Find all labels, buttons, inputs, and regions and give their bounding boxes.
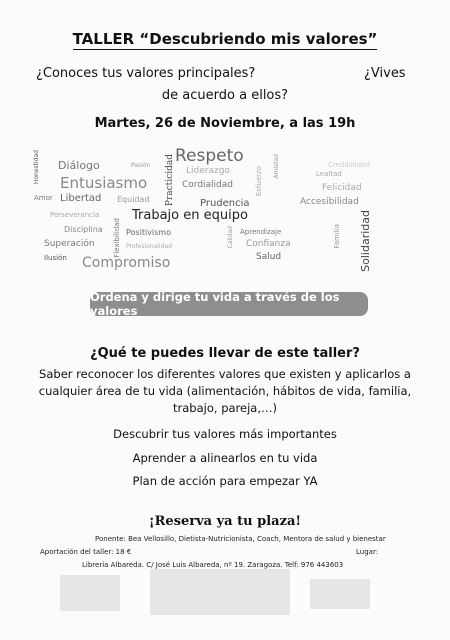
price-info: Aportación del taller: 18 € <box>40 548 132 556</box>
question-accordance: de acuerdo a ellos? <box>161 88 289 103</box>
benefit-item: Plan de acción para empezar YA <box>132 474 318 488</box>
question-values: ¿Conoces tus valores principales? <box>36 66 256 81</box>
faint-background-graphic <box>60 565 380 617</box>
event-date: Martes, 26 de Noviembre, a las 19h <box>94 116 356 131</box>
word: Flexibilidad <box>113 218 121 258</box>
word: Diálogo <box>58 159 100 172</box>
word: Pasión <box>131 162 151 169</box>
word: Lealtad <box>316 170 342 178</box>
word: Aprendizaje <box>240 228 282 236</box>
word: Equidad <box>117 195 150 204</box>
word: Trabajo en equipo <box>132 208 248 223</box>
word: Libertad <box>60 193 102 204</box>
benefit-item: Descubrir tus valores más importantes <box>113 427 337 441</box>
word: Superación <box>44 239 95 249</box>
workshop-benefits-heading: ¿Qué te puedes llevar de este taller? <box>90 346 360 361</box>
word: Felicidad <box>322 183 362 193</box>
word: Confianza <box>246 239 291 249</box>
word: Respeto <box>175 146 244 166</box>
word: Credibilidad <box>328 161 370 169</box>
word: Solidaridad <box>359 210 372 272</box>
word: Perseverancia <box>50 211 100 219</box>
faint-shape <box>150 569 290 615</box>
benefit-item: Aprender a alinearlos en tu vida <box>132 451 318 465</box>
word: Esfuerzo <box>255 166 263 197</box>
word: Profesionalidad <box>126 243 172 250</box>
values-word-cloud <box>30 140 420 280</box>
word: Liderazgo <box>186 166 230 176</box>
word: Positivismo <box>126 228 171 237</box>
faint-shape <box>60 575 120 611</box>
word: Compromiso <box>82 255 171 271</box>
reserve-call-to-action: ¡Reserva ya tu plaza! <box>148 514 302 529</box>
word: Prudencia <box>200 198 250 209</box>
word: Entusiasmo <box>60 174 148 192</box>
values-banner: Ordena y dirige tu vida a través de los valores <box>90 292 368 316</box>
word: Amor <box>34 194 53 202</box>
word: Disciplina <box>64 225 103 234</box>
place-label: Lugar: <box>356 548 379 556</box>
word: Salud <box>256 252 282 262</box>
address-info: Librería Albareda. C/ José Luis Albareda, nº 19. Zaragoza. Telf: 976 443603 <box>82 561 344 569</box>
workshop-benefits-paragraph: Saber reconocer los diferentes valores que existen y aplicarlos a cualquier área de tu vida (alimentación, hábitos de vida, familia, trabajo, pareja,…) <box>38 367 412 415</box>
question-live: ¿Vives <box>364 66 406 81</box>
flyer-title: TALLER “Descubriendo mis valores” <box>72 30 378 48</box>
word: Amistad <box>273 154 280 179</box>
word: Familia <box>333 224 341 249</box>
speaker-info: Ponente: Bea Vellosillo, Dietista-Nutricionista, Coach, Mentora de salud y bienestar <box>95 535 386 543</box>
faint-shape <box>310 579 370 609</box>
word: Calidad <box>227 226 234 249</box>
word: Honestidad <box>33 150 40 185</box>
word: Accesibilidad <box>300 197 359 207</box>
word: Cordialidad <box>182 180 234 190</box>
word: Ilusión <box>44 254 67 262</box>
word: Practicidad <box>165 154 175 207</box>
